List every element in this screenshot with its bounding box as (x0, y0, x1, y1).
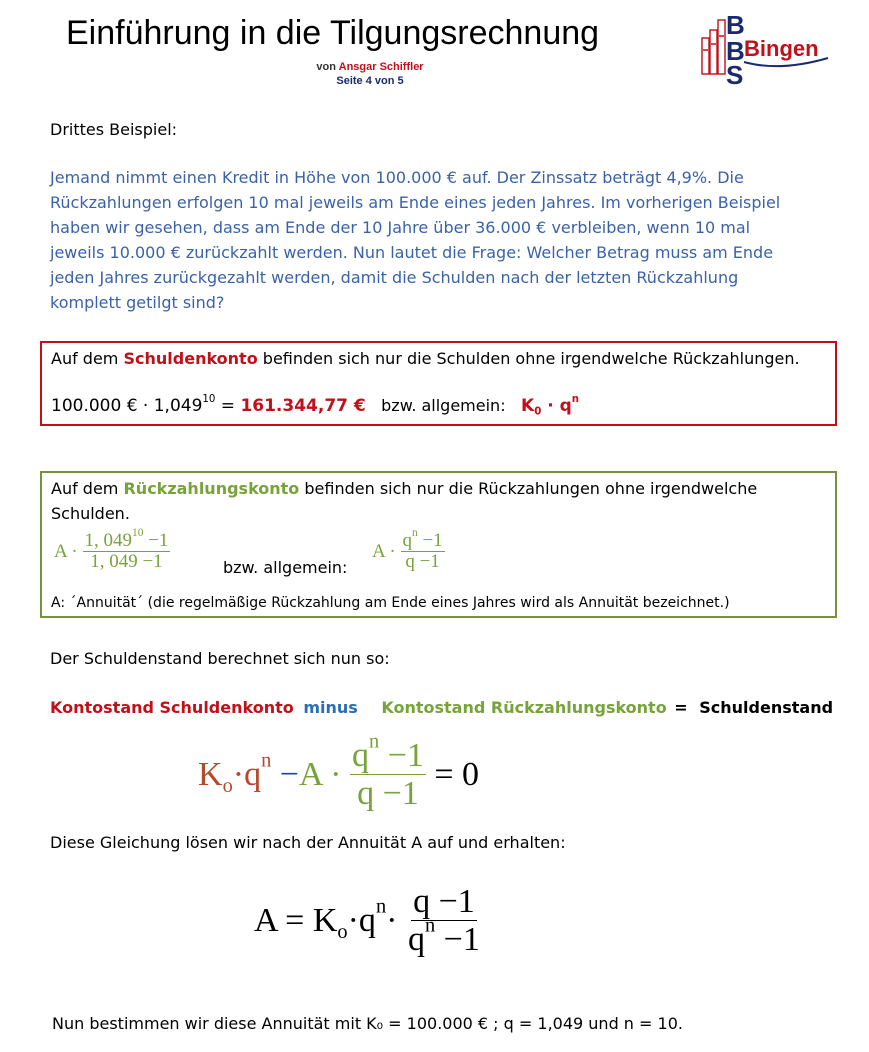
solve-text: Diese Gleichung lösen wir nach der Annuität A auf und erhalten: (50, 833, 566, 852)
eq1-rhs: = 0 (434, 756, 480, 794)
eq2-den-tail: −1 (435, 920, 480, 958)
eq2-num: q −1 (413, 883, 475, 920)
formula-k-sub: 0 (534, 406, 542, 418)
page-title: Einführung in die Tilgungsrechnung (66, 14, 600, 52)
f1-num-base: 1, 049 (84, 530, 132, 551)
f1-num-tail: −1 (143, 530, 169, 551)
f2-num-base: q (402, 530, 412, 551)
f1-prefix: A · (54, 540, 78, 562)
balance-result: Schuldenstand (699, 698, 834, 717)
f2-num-tail: −1 (417, 530, 443, 551)
f1-num-exp: 10 (132, 526, 144, 539)
formula-k: K (521, 396, 535, 416)
eq1-a: A · (298, 756, 342, 794)
problem-line: jeden Jahres zurückgezahlt werden, damit die Schulden nach der letzten Rückzahlung (50, 268, 739, 287)
debt-calc-eq: = (220, 396, 236, 416)
formula-q: · q (541, 396, 572, 416)
debt-post: befinden sich nur die Schulden ohne irgendwelche Rückzahlungen. (262, 349, 800, 368)
f2-prefix: A · (372, 540, 396, 562)
repay-formula-general (372, 526, 445, 573)
eq2-k-sub: o (337, 921, 348, 944)
debt-account-box (40, 341, 837, 426)
f1-den: 1, 049 −1 (90, 550, 163, 572)
repay-general-label: bzw. allgemein: (223, 558, 348, 577)
balance-term2: Kontostand Rückzahlungskonto (381, 698, 667, 717)
annuity-note: A: ´Annuität´ (die regelmäßige Rückzahlung am Ende eines Jahres wird als Annuität bezeichnet.) (51, 595, 730, 611)
by-label: von (316, 61, 336, 73)
balance-line (50, 695, 833, 720)
repay-post: befinden sich nur die Rückzahlungen ohne irgendwelche (304, 479, 758, 498)
eq1-num-q: q (351, 737, 369, 774)
balance-intro: Der Schuldenstand berechnet sich nun so: (50, 649, 390, 668)
logo-word: Bingen (744, 36, 819, 61)
eq2-q-exp: n (375, 895, 387, 918)
f1-fraction (83, 526, 171, 573)
eq1-k-sub: o (222, 775, 233, 798)
problem-line: Jemand nimmt einen Kredit in Höhe von 100.000 € auf. Der Zinssatz beträgt 4,9%. Die (50, 168, 744, 187)
debt-calc-exp: 10 (202, 393, 216, 405)
equation-annuity (254, 884, 482, 958)
example-heading: Drittes Beispiel: (50, 120, 178, 139)
balance-eq: = (674, 698, 688, 717)
debt-calc-result: 161.344,77 € (240, 396, 366, 416)
f2-num-exp: n (412, 526, 418, 539)
debt-general-formula (521, 393, 580, 418)
repay-account-description (51, 476, 757, 526)
eq1-minus: − (279, 756, 299, 794)
page-indicator: Seite 4 von 5 (336, 75, 404, 87)
eq2-den-exp: n (424, 914, 436, 937)
eq2-den-q: q (407, 920, 425, 958)
debt-account-name: Schuldenkonto (123, 349, 258, 368)
bbs-bingen-logo (700, 10, 832, 86)
formula-q-exp: n (571, 393, 580, 405)
equation-balance-zero (198, 730, 480, 812)
logo-letter-b1: B (726, 10, 745, 40)
repay-pre: Auf dem (51, 479, 119, 498)
logo-letter-b2: B (726, 36, 745, 66)
problem-line: jeweils 10.000 € zurückzahlt werden. Nun lautet die Frage: Welcher Betrag muss am Ende (50, 243, 774, 262)
problem-line: haben wir gesehen, dass am Ende der 10 Jahre über 36.000 € verbleiben, wenn 10 mal (50, 218, 751, 237)
debt-pre: Auf dem (51, 349, 119, 368)
f2-fraction (401, 526, 445, 573)
final-text: Nun bestimmen wir diese Annuität mit K₀ = 100.000 € ; q = 1,049 und n = 10. (52, 1014, 683, 1033)
debt-calculation (51, 393, 580, 418)
debt-calc-base: 100.000 € · 1,049 (51, 396, 203, 416)
repayment-account-box (40, 471, 837, 618)
logo-letter-s: S (726, 60, 744, 86)
eq2-lhs-term (254, 895, 398, 944)
eq2-lhs: A = K (254, 902, 338, 940)
f2-den: q −1 (405, 550, 440, 572)
problem-text (50, 165, 780, 315)
eq2-fraction (406, 884, 482, 958)
eq1-k: K (198, 756, 223, 794)
eq1-fraction (350, 730, 426, 812)
debt-account-description (51, 346, 800, 371)
debt-general-label: bzw. allgemein: (381, 396, 506, 415)
author-name: Ansgar Schiffler (338, 61, 424, 73)
eq1-q-exp: n (261, 749, 272, 772)
eq2-dot: · (386, 902, 398, 940)
eq1-dot-q: ·q (232, 756, 262, 794)
balance-op: minus (303, 698, 358, 717)
repay-formula-specific (54, 526, 170, 573)
eq1-num-exp: n (368, 730, 380, 753)
problem-line: Rückzahlungen erfolgen 10 mal jeweils am Ende eines jeden Jahres. Im vorherigen Beispiel (50, 193, 781, 212)
balance-term1: Kontostand Schuldenkonto (50, 698, 294, 717)
eq1-den: q −1 (357, 774, 419, 812)
byline (270, 60, 470, 88)
eq1-num-tail: −1 (379, 737, 424, 774)
repay-post-2: Schulden. (51, 504, 130, 523)
eq2-dot-q: ·q (347, 902, 376, 940)
repay-account-name: Rückzahlungskonto (123, 479, 300, 498)
eq1-k-term (198, 749, 272, 798)
problem-line: komplett getilgt sind? (50, 293, 225, 312)
